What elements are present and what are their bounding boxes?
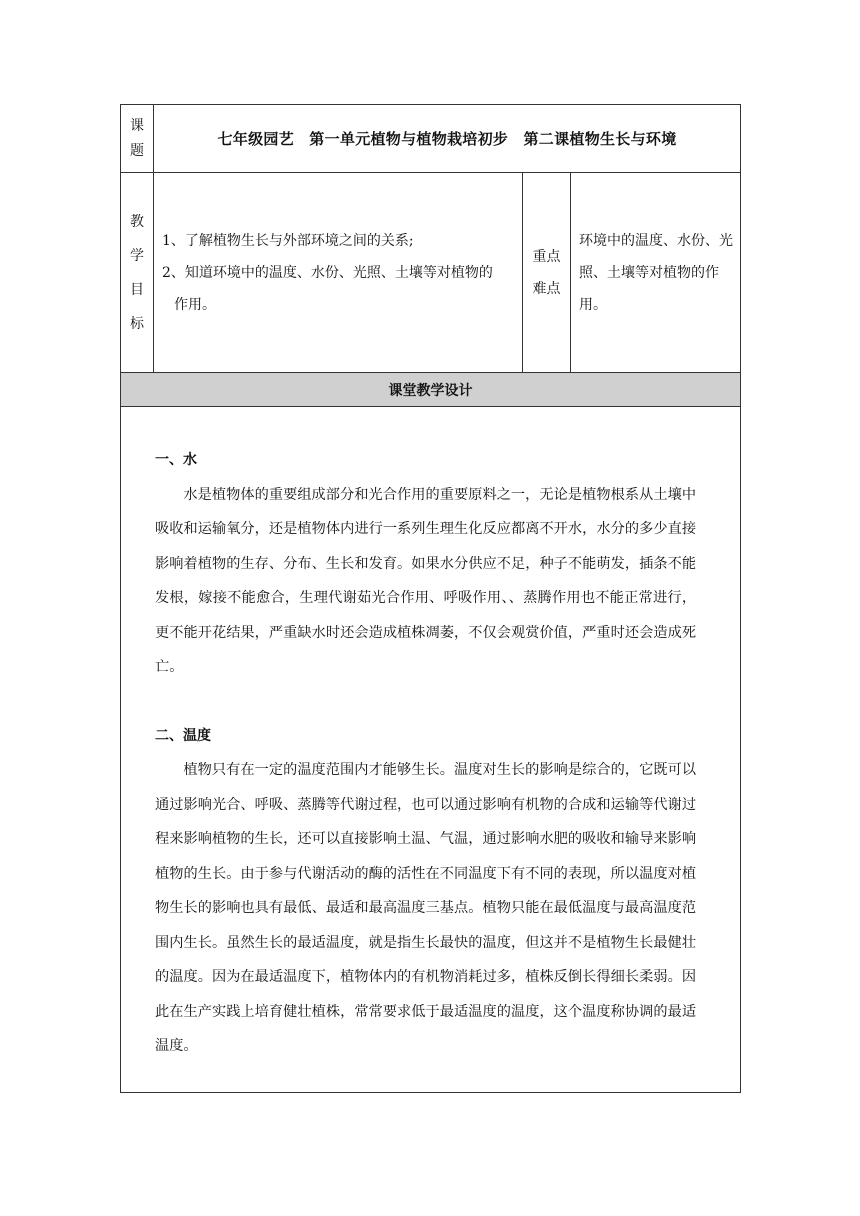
section-body-temperature: 植物只有在一定的温度范围内才能够生长。温度对生长的影响是综合的，它既可以通过影响光合、呼吸、蒸腾等代谢过程，也可以通过影响有机物的合成和运输等代谢过程来影响植物的生长，还可以直接影响土温、气温，通过影响水肥的吸收和输导来影响植物的生长。由于参与代谢活动的酶的活性在不同温度下有不同的表现，所以温度对植物生长的影响也具有最低、最适和最高温度三基点。植物只能在最低温度与最高温度范围内生长。虽然生长的最适温度，就是指生长最快的温度，但这并不是植物生长最健壮的温度。因为在最适温度下，植物体内的有机物消耗过多，植株反倒长得细长柔弱。因此在生产实践上培育健壮植株，常常要求低于最适温度的温度，这个温度称协调的最适温度。 bbox=[155, 762, 697, 1054]
focus-content: 环境中的温度、水份、光照、土壤等对植物的作用。 bbox=[571, 173, 741, 373]
topic-row bbox=[121, 105, 741, 173]
objective-item-1: 1、了解植物生长与外部环境之间的关系; bbox=[162, 232, 414, 249]
objective-item-2-line1: 2、知道环境中的温度、水份、光照、土壤等对植物的 bbox=[162, 264, 493, 281]
objectives-label: 教 学 目 标 bbox=[121, 173, 154, 373]
objectives-row bbox=[121, 173, 741, 373]
topic-label: 课 题 bbox=[121, 105, 154, 173]
section-gap bbox=[155, 685, 696, 719]
design-header: 课堂教学设计 bbox=[121, 373, 741, 407]
lesson-title: 七年级园艺 第一单元植物与植物栽培初步 第二课植物生长与环境 bbox=[154, 105, 741, 173]
lesson-plan-table bbox=[120, 104, 741, 1093]
design-header-row bbox=[121, 373, 741, 407]
section-body-water: 水是植物体的重要组成部分和光合作用的重要原料之一，无论是植物根系从土壤中吸收和运输氧分，还是植物体内进行一系列生理生化反应都离不开水，水分的多少直接影响着植物的生存、分布、生长和发育。如果水分供应不足，种子不能萌发，插条不能发根，嫁接不能愈合，生理代谢茹光合作用、呼吸作用、、蒸腾作用也不能正常进行，更不能开花结果，严重缺水时还会造成植株凋萎，不仅会观赏价值，严重时还会造成死亡。 bbox=[155, 486, 697, 675]
design-body bbox=[121, 407, 741, 1093]
objective-item-2-line2: 作用。 bbox=[174, 296, 216, 313]
section-title-water: 一、水 bbox=[155, 452, 197, 468]
section-title-temperature: 二、温度 bbox=[155, 727, 211, 744]
objectives-content bbox=[154, 173, 523, 373]
design-body-row bbox=[121, 407, 741, 1093]
focus-label: 重点 难点 bbox=[523, 173, 571, 373]
